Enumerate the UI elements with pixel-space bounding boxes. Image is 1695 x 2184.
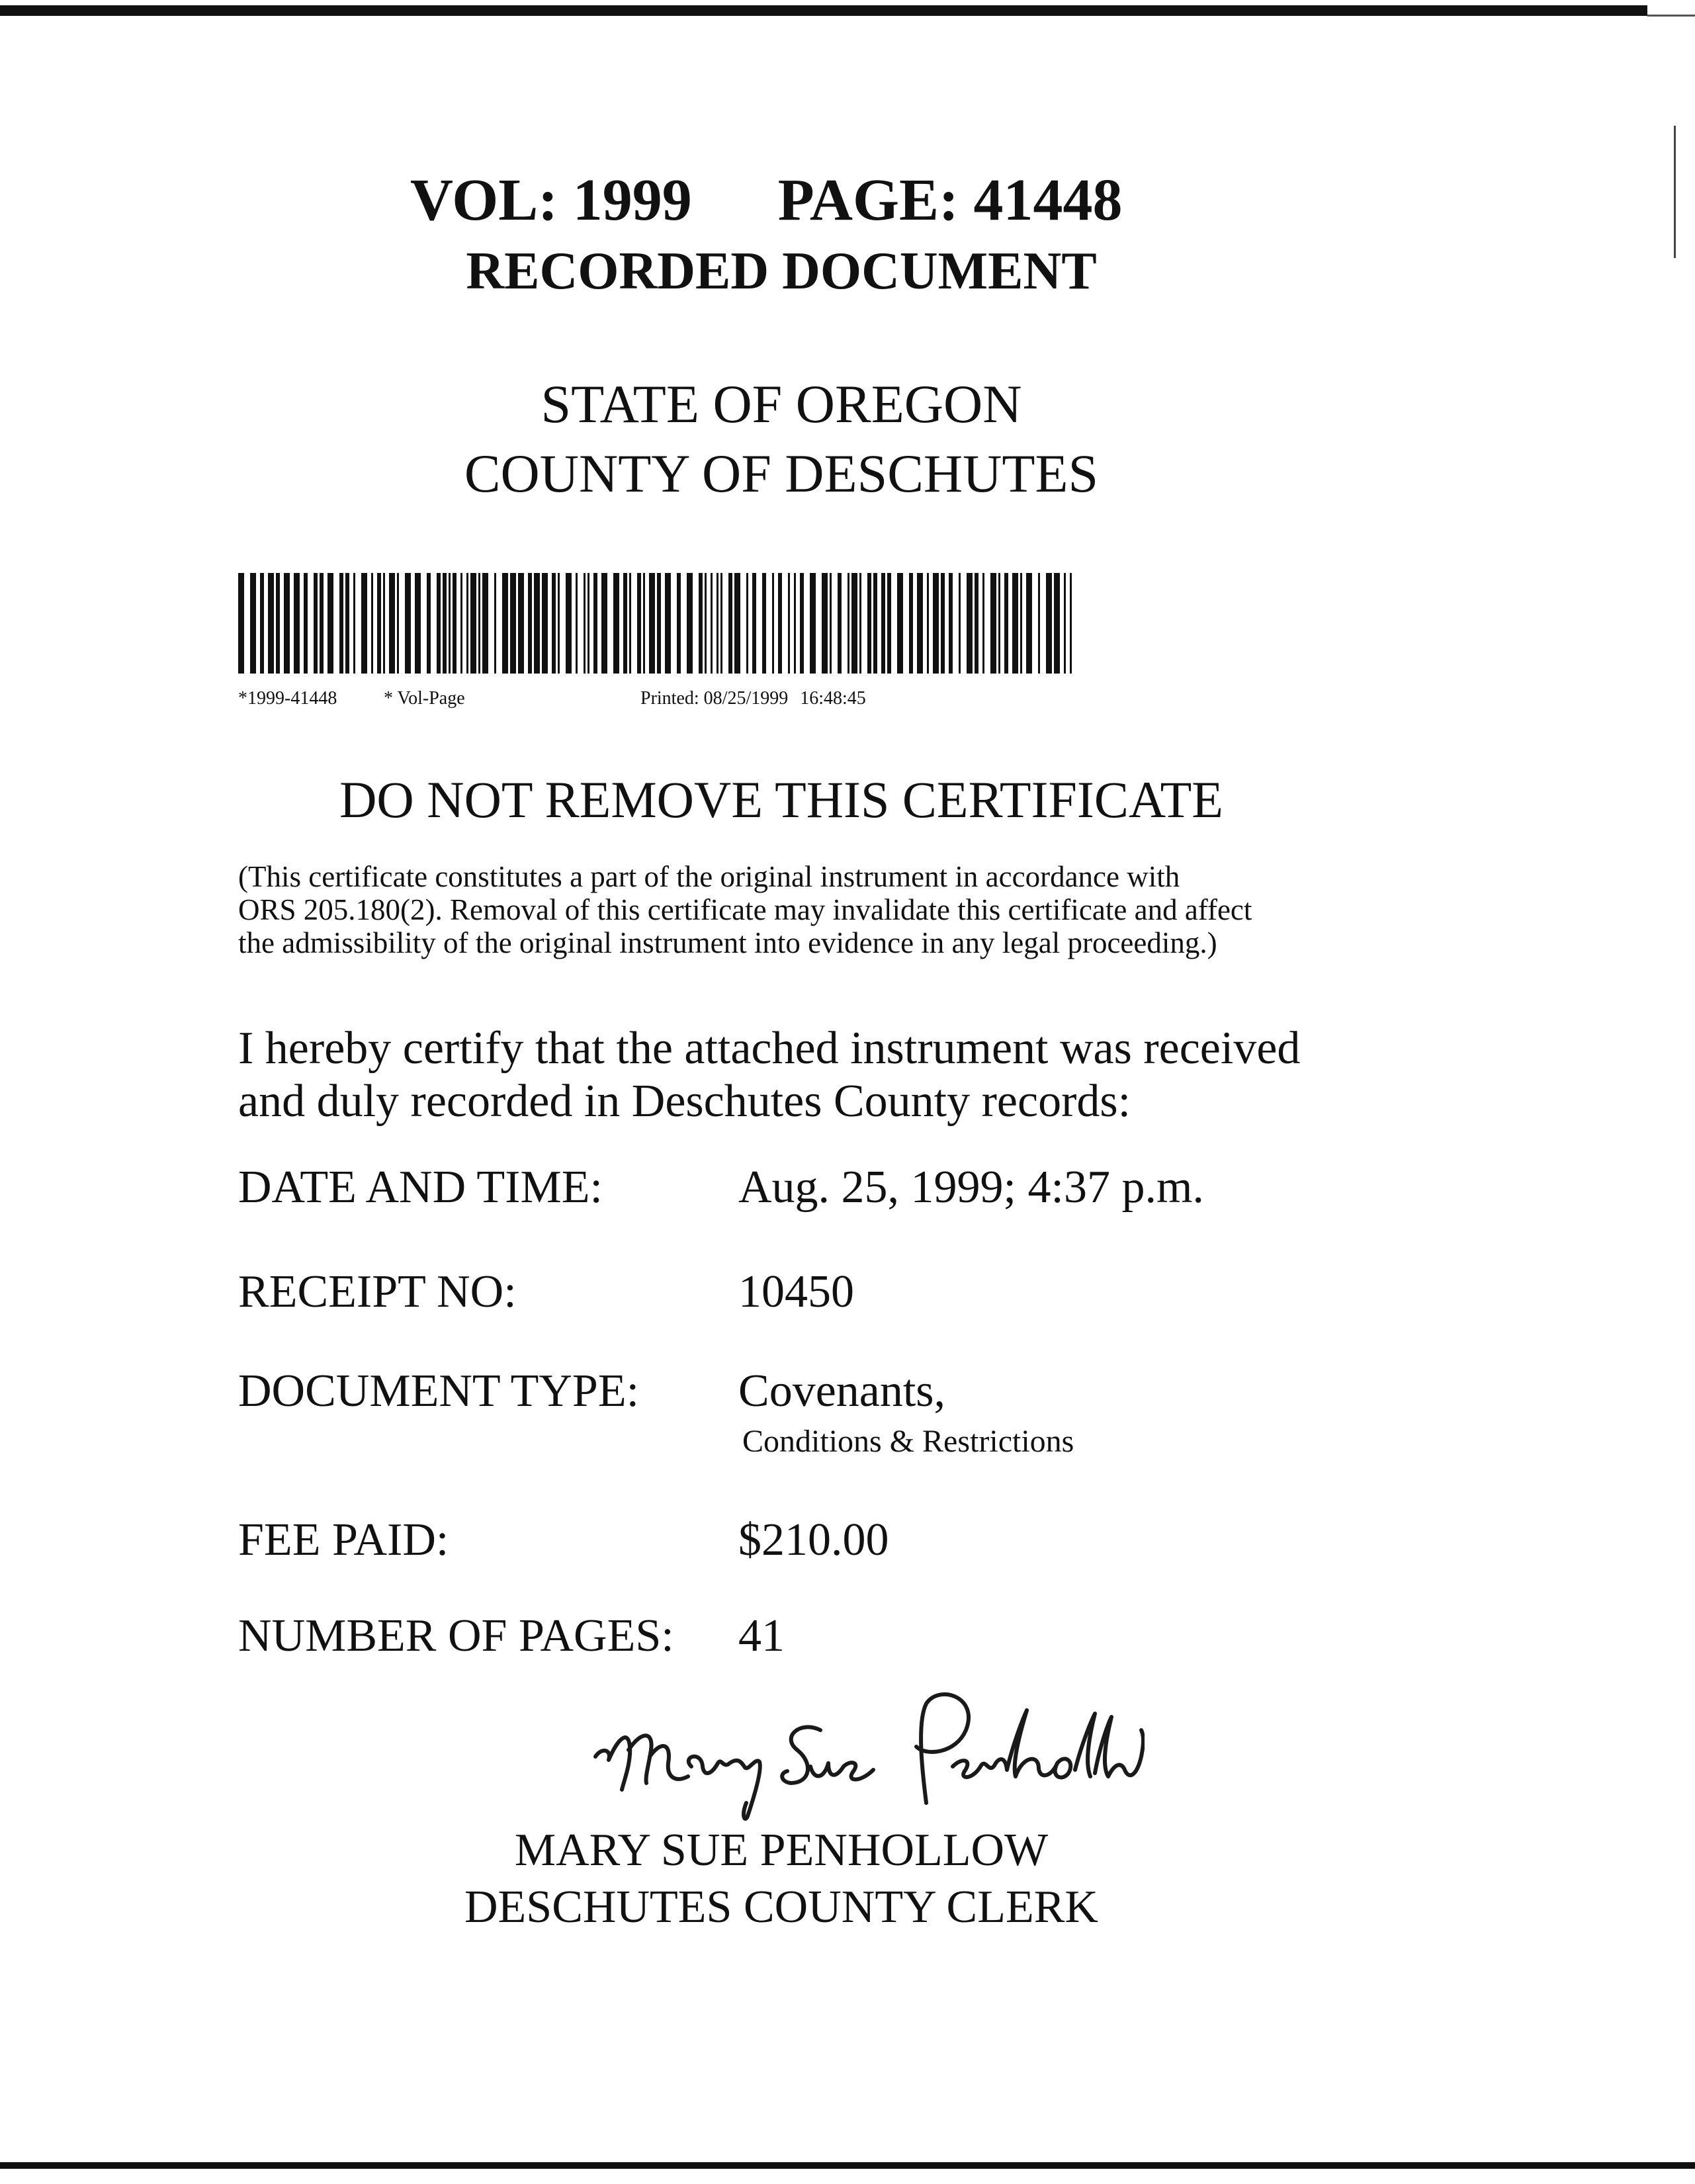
document-type-label: DOCUMENT TYPE: <box>238 1366 640 1417</box>
top-border-rule <box>0 5 1647 16</box>
vol-page-heading <box>410 167 1123 233</box>
notice-line: (This certificate constitutes a part of the original instrument in accordance with <box>238 860 1180 893</box>
date-time-label: DATE AND TIME: <box>238 1162 603 1213</box>
bottom-border-rule <box>0 2162 1695 2169</box>
vol-label: VOL: 1999 <box>410 167 692 233</box>
recorded-document-title: RECORDED DOCUMENT <box>466 242 1097 300</box>
receipt-no-value: 10450 <box>738 1266 854 1317</box>
notice-line: ORS 205.180(2). Removal of this certificate may invalidate this certificate and affect <box>238 893 1252 926</box>
barcode-image <box>238 573 1073 674</box>
notice-line: the admissibility of the original instrument into evidence in any legal proceeding.) <box>238 926 1217 959</box>
state-heading: STATE OF OREGON <box>541 374 1022 434</box>
notice-paragraph <box>238 860 1403 959</box>
barcode-type: * Vol-Page <box>384 688 465 709</box>
number-of-pages-value: 41 <box>738 1610 785 1661</box>
top-border-tail <box>1647 15 1695 17</box>
clerk-title: DESCHUTES COUNTY CLERK <box>464 1882 1098 1933</box>
fee-paid-label: FEE PAID: <box>238 1514 449 1565</box>
clerk-signature <box>582 1684 1145 1823</box>
document-type-subvalue: Conditions & Restrictions <box>742 1424 1074 1459</box>
printed-date: 08/25/1999 <box>703 688 789 709</box>
certification-statement <box>238 1022 1300 1128</box>
certify-line: I hereby certify that the attached instrument was received <box>238 1023 1301 1074</box>
printed-time: 16:48:45 <box>800 688 866 709</box>
date-time-value: Aug. 25, 1999; 4:37 p.m. <box>738 1162 1204 1213</box>
receipt-no-label: RECEIPT NO: <box>238 1266 517 1317</box>
do-not-remove-heading: DO NOT REMOVE THIS CERTIFICATE <box>339 771 1223 828</box>
fee-paid-value: $210.00 <box>738 1514 889 1565</box>
clerk-name: MARY SUE PENHOLLOW <box>514 1825 1049 1876</box>
barcode-printed-stamp <box>640 688 866 709</box>
certify-line: and duly recorded in Deschutes County records: <box>238 1076 1131 1127</box>
barcode-number: *1999-41448 <box>238 688 337 709</box>
scan-edge-mark <box>1674 126 1676 258</box>
page-label: PAGE: 41448 <box>777 167 1123 233</box>
county-heading: COUNTY OF DESCHUTES <box>464 443 1099 503</box>
printed-label: Printed: <box>640 688 699 709</box>
number-of-pages-label: NUMBER OF PAGES: <box>238 1610 674 1661</box>
document-type-value: Covenants, <box>738 1366 946 1417</box>
